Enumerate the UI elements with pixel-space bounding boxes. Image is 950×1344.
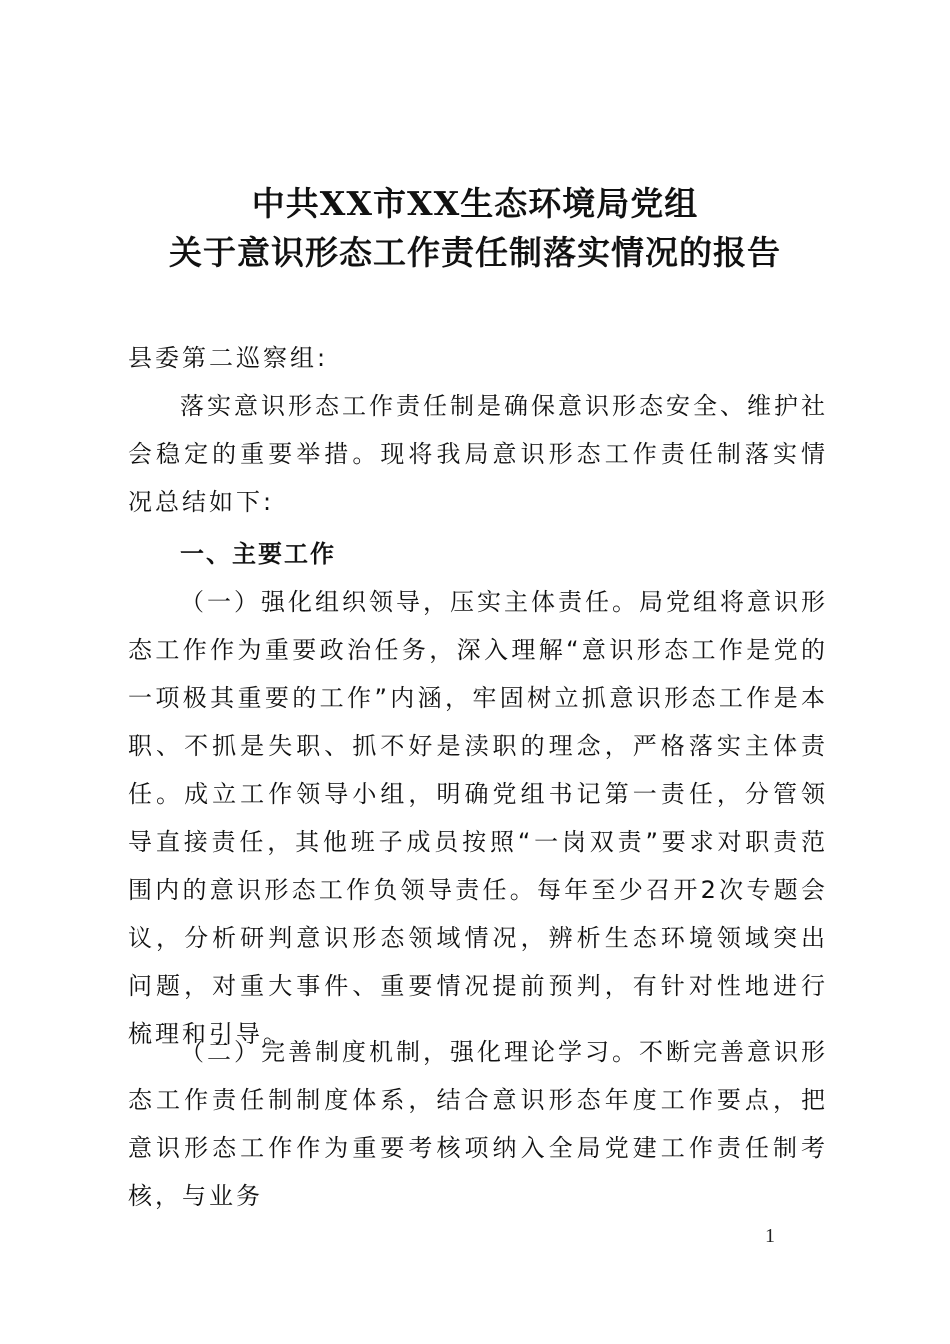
salutation: 县委第二巡察组:: [128, 344, 329, 372]
subsection-1-paragraph: （一）强化组织领导，压实主体责任。局党组将意识形态工作作为重要政治任务，深入理解“意识形态工作是党的一项极其重要的工作”内涵，牢固树立抓意识形态工作是本职、不抓是失职、抓不好是渎职的理念，严格落实主体责任。成立工作领导小组，明确党组书记第一责任，分管领导直接责任，其他班子成员按照“一岗双责”要求对职责范围内的意识形态工作负领导责任。每年至少召开2次专题会议，分析研判意识形态领域情况，辨析生态环境领域突出问题，对重大事件、重要情况提前预判，有针对性地进行梳理和引导。: [128, 588, 828, 1048]
page-number: 1: [765, 1225, 775, 1247]
subsection-2-paragraph: （二）完善制度机制，强化理论学习。不断完善意识形态工作责任制制度体系，结合意识形态年度工作要点，把意识形态工作作为重要考核项纳入全局党建工作责任制考核，与业务: [128, 1038, 828, 1210]
document-title-line-2: 关于意识形态工作责任制落实情况的报告: [169, 233, 781, 272]
intro-paragraph: 落实意识形态工作责任制是确保意识形态安全、维护社会稳定的重要举措。现将我局意识形态工作责任制落实情况总结如下:: [128, 392, 828, 516]
section-heading-main-work: 一、主要工作: [180, 540, 336, 568]
document-title-line-1: 中共XX市XX生态环境局党组: [251, 184, 699, 223]
